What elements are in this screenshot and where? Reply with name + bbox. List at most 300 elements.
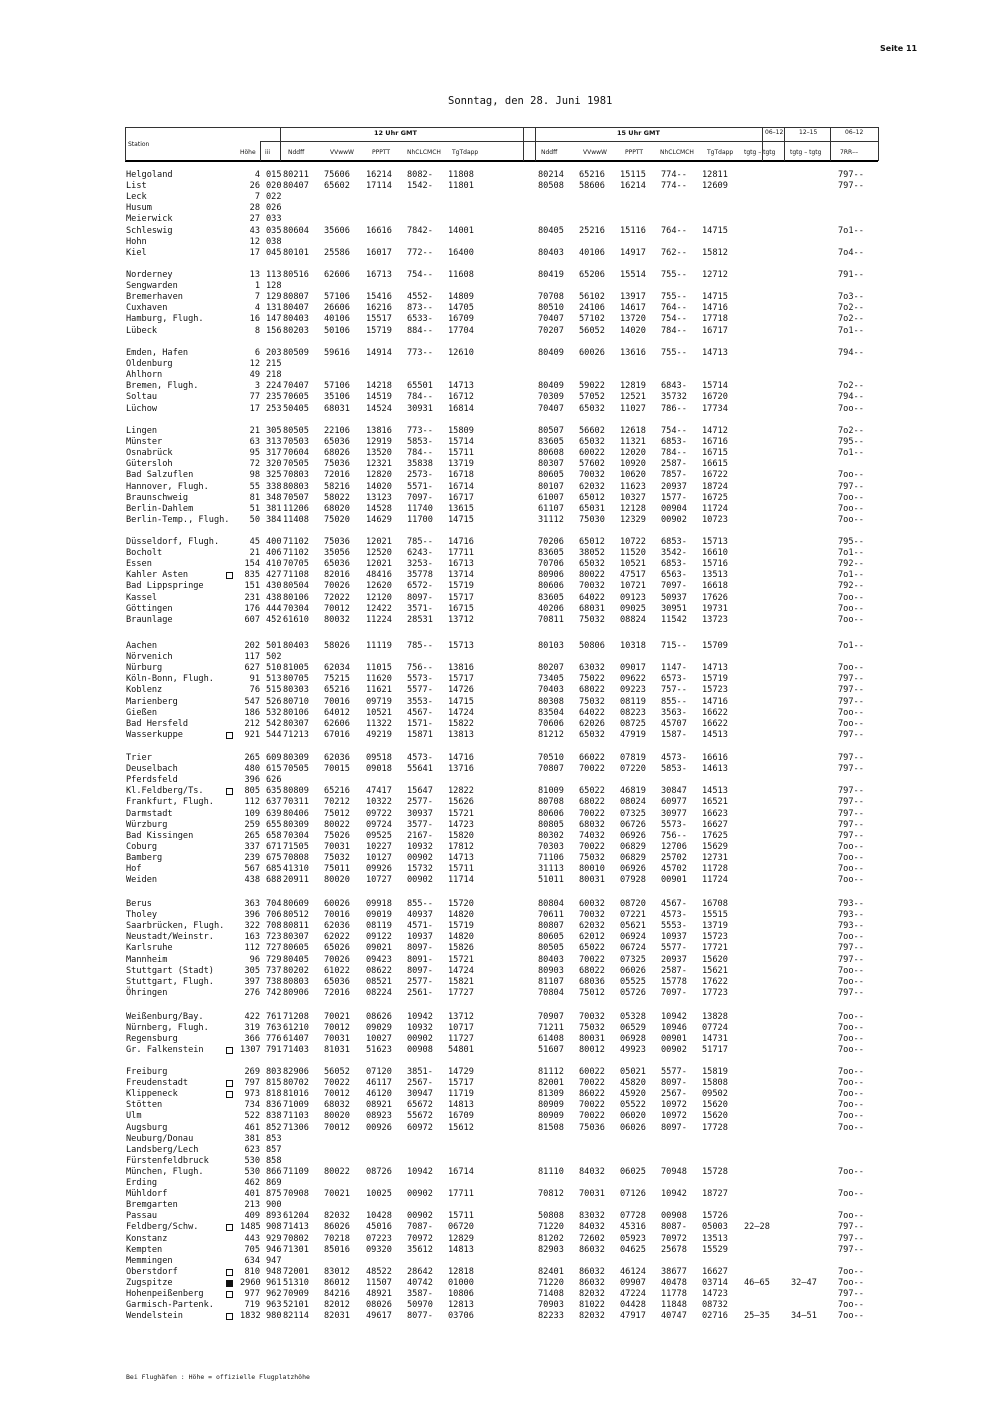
obs-12-value: 80403 — [283, 314, 309, 324]
obs-12-value: 14813 — [448, 1100, 474, 1110]
station-name: Weißenburg/Bay. — [126, 1012, 204, 1022]
obs-12-value: 70016 — [324, 697, 350, 707]
station-id: 609 — [266, 753, 282, 763]
obs-15-value: 65032 — [579, 404, 605, 414]
obs-15-value: 38052 — [579, 548, 605, 558]
table-row — [0, 697, 1000, 708]
obs-12-value: 62606 — [324, 270, 350, 280]
obs-12-value: 10942 — [407, 1167, 433, 1177]
extra-value-c: 7o1-- — [838, 326, 864, 336]
obs-15-value: 12811 — [702, 170, 728, 180]
table-row — [0, 1078, 1000, 1089]
obs-12-value: 11507 — [366, 1278, 392, 1288]
station-name: Oldenburg — [126, 359, 173, 369]
obs-15-value: 11724 — [702, 504, 728, 514]
obs-12-value: 4573- — [407, 753, 433, 763]
obs-12-value: 70021 — [324, 1189, 350, 1199]
station-id: 215 — [266, 359, 282, 369]
obs-12-value: 45016 — [366, 1222, 392, 1232]
obs-15-value: 13513 — [702, 1234, 728, 1244]
obs-12-value: 6572- — [407, 581, 433, 591]
obs-15-value: 05522 — [620, 1100, 646, 1110]
table-row — [0, 730, 1000, 741]
table-row — [0, 482, 1000, 493]
obs-15-value: 38677 — [661, 1267, 687, 1277]
table-row — [0, 809, 1000, 820]
station-height: 117 — [244, 652, 260, 662]
obs-15-value: 10521 — [620, 559, 646, 569]
obs-15-value: 06926 — [620, 831, 646, 841]
station-height: 239 — [244, 853, 260, 863]
obs-15-value: 80605 — [538, 470, 564, 480]
station-height: 1832 — [240, 1311, 261, 1321]
extra-value-c: 7oo-- — [838, 1023, 864, 1033]
obs-15-value: 757-- — [661, 685, 687, 695]
obs-12-value: 30931 — [407, 404, 433, 414]
obs-15-value: 70032 — [579, 910, 605, 920]
obs-12-value: 16718 — [448, 470, 474, 480]
station-name: Coburg — [126, 842, 158, 852]
station-id: 381 — [266, 504, 282, 514]
extra-value-c: 7oo-- — [838, 1167, 864, 1177]
station-id: 410 — [266, 559, 282, 569]
obs-15-value: 08824 — [620, 615, 646, 625]
obs-15-value: 80214 — [538, 170, 564, 180]
obs-12-value: 3577- — [407, 820, 433, 830]
obs-12-value: 35106 — [324, 392, 350, 402]
obs-12-value: 13816 — [448, 663, 474, 673]
obs-12-value: 13813 — [448, 730, 474, 740]
obs-12-value: 61210 — [283, 1023, 309, 1033]
page-title: Sonntag, den 28. Juni 1981 — [448, 95, 613, 107]
extra-value-c: 7oo-- — [838, 1078, 864, 1088]
station-height: 27 — [249, 214, 260, 224]
station-height: 810 — [244, 1267, 260, 1277]
station-name: Köln-Bonn, Flugh. — [126, 674, 214, 684]
obs-12-value: 784-- — [407, 392, 433, 402]
extra-value-c: 797-- — [838, 809, 864, 819]
extra-value-c: 7oo-- — [838, 1067, 864, 1077]
station-id: 203 — [266, 348, 282, 358]
obs-12-value: 16714 — [448, 1167, 474, 1177]
obs-15-value: 81110 — [538, 1167, 564, 1177]
obs-15-value: 06026 — [620, 966, 646, 976]
obs-15-value: 17626 — [702, 593, 728, 603]
table-row — [0, 537, 1000, 548]
obs-15-value: 70403 — [538, 685, 564, 695]
station-id: 776 — [266, 1034, 282, 1044]
obs-15-value: 10721 — [620, 581, 646, 591]
station-name: Marienberg — [126, 697, 178, 707]
station-name: Gr. Falkenstein — [126, 1045, 204, 1055]
station-height: 337 — [244, 842, 260, 852]
obs-15-value: 14715 — [702, 292, 728, 302]
obs-15-value: 17625 — [702, 831, 728, 841]
obs-12-value: 10521 — [366, 708, 392, 718]
station-height: 151 — [244, 581, 260, 591]
obs-12-value: 15717 — [448, 593, 474, 603]
table-row — [0, 753, 1000, 764]
obs-15-value: 14716 — [702, 697, 728, 707]
station-height: 91 — [249, 674, 260, 684]
obs-15-value: 30847 — [661, 786, 687, 796]
station-name: Stötten — [126, 1100, 163, 1110]
obs-15-value: 31113 — [538, 864, 564, 874]
obs-12-value: 80022 — [324, 1167, 350, 1177]
obs-15-value: 60022 — [579, 1067, 605, 1077]
extra-value-c: 797-- — [838, 764, 864, 774]
station-id: 723 — [266, 932, 282, 942]
obs-12-value: 10027 — [366, 1034, 392, 1044]
obs-15-value: 65216 — [579, 170, 605, 180]
obs-15-value: 81112 — [538, 1067, 564, 1077]
station-height: 6 — [254, 348, 260, 358]
station-height: 112 — [244, 943, 260, 953]
station-height: 522 — [244, 1111, 260, 1121]
station-name: Trier — [126, 753, 152, 763]
station-name: Lingen — [126, 426, 158, 436]
station-name: Kahler Asten — [126, 570, 189, 580]
obs-12-value: 80604 — [283, 226, 309, 236]
table-row — [0, 170, 1000, 181]
obs-15-value: 84032 — [579, 1167, 605, 1177]
obs-15-value: 774-- — [661, 181, 687, 191]
obs-15-value: 08720 — [620, 899, 646, 909]
obs-12-value: 54801 — [448, 1045, 474, 1055]
obs-15-value: 15620 — [702, 955, 728, 965]
table-row — [0, 1167, 1000, 1178]
obs-15-value: 15723 — [702, 685, 728, 695]
obs-15-value: 00904 — [661, 504, 687, 514]
obs-15-value: 755-- — [661, 348, 687, 358]
station-name: Bremgarten — [126, 1200, 178, 1210]
extra-value-c: 7oo-- — [838, 470, 864, 480]
header-extra-bottom: 7RR–– — [840, 149, 859, 156]
station-name: Bamberg — [126, 853, 163, 863]
obs-15-value: 40747 — [661, 1311, 687, 1321]
obs-15-value: 12731 — [702, 853, 728, 863]
obs-12-value: 40937 — [407, 910, 433, 920]
station-name: Feldberg/Schw. — [126, 1222, 199, 1232]
table-row — [0, 470, 1000, 481]
obs-12-value: 81016 — [283, 1089, 309, 1099]
station-id: 218 — [266, 370, 282, 380]
obs-15-value: 07325 — [620, 809, 646, 819]
obs-15-value: 81202 — [538, 1234, 564, 1244]
station-id: 015 — [266, 170, 282, 180]
station-id: 253 — [266, 404, 282, 414]
station-id: 761 — [266, 1012, 282, 1022]
station-name: Konstanz — [126, 1234, 168, 1244]
station-height: 547 — [244, 697, 260, 707]
station-name: Kassel — [126, 593, 158, 603]
station-height: 16 — [249, 314, 260, 324]
obs-12-value: 65036 — [324, 977, 350, 987]
obs-12-value: 08622 — [366, 966, 392, 976]
obs-15-value: 07819 — [620, 753, 646, 763]
obs-12-value: 75036 — [324, 537, 350, 547]
obs-12-value: 2167- — [407, 831, 433, 841]
station-name: Zugspitze — [126, 1278, 173, 1288]
obs-12-value: 70031 — [324, 1034, 350, 1044]
station-marker-icon — [226, 1313, 233, 1320]
station-name: Darmstadt — [126, 809, 173, 819]
station-name: Nörvenich — [126, 652, 173, 662]
obs-12-value: 81005 — [283, 663, 309, 673]
obs-12-value: 75036 — [324, 459, 350, 469]
obs-15-value: 80405 — [538, 226, 564, 236]
table-row — [0, 842, 1000, 853]
obs-12-value: 65216 — [324, 786, 350, 796]
obs-12-value: 61204 — [283, 1211, 309, 1221]
table-row — [0, 864, 1000, 875]
obs-15-value: 80409 — [538, 348, 564, 358]
obs-12-value: 47417 — [366, 786, 392, 796]
table-row — [0, 674, 1000, 685]
obs-12-value: 15719 — [448, 581, 474, 591]
obs-15-value: 64022 — [579, 593, 605, 603]
obs-12-value: 68031 — [324, 404, 350, 414]
extra-value-c: 7o1-- — [838, 570, 864, 580]
obs-12-value: 10937 — [407, 932, 433, 942]
obs-12-value: 11808 — [448, 170, 474, 180]
obs-15-value: 70948 — [661, 1167, 687, 1177]
station-height: 269 — [244, 1067, 260, 1077]
extra-value-c: 7oo-- — [838, 1034, 864, 1044]
table-row — [0, 652, 1000, 663]
station-height: 7 — [254, 192, 260, 202]
station-name: Bocholt — [126, 548, 163, 558]
obs-12-value: 80609 — [283, 899, 309, 909]
station-height: 63 — [249, 437, 260, 447]
obs-12-value: 86012 — [324, 1278, 350, 1288]
obs-12-value: 70026 — [324, 581, 350, 591]
obs-12-value: 06720 — [448, 1222, 474, 1232]
station-id: 815 — [266, 1078, 282, 1088]
obs-12-value: 10727 — [366, 875, 392, 885]
obs-15-value: 80031 — [579, 875, 605, 885]
obs-12-value: 13615 — [448, 504, 474, 514]
obs-15-value: 30951 — [661, 604, 687, 614]
station-height: 112 — [244, 797, 260, 807]
station-id: 444 — [266, 604, 282, 614]
obs-15-value: 47917 — [620, 1311, 646, 1321]
obs-15-value: 80804 — [538, 899, 564, 909]
table-row — [0, 226, 1000, 237]
obs-12-value: 08224 — [366, 988, 392, 998]
obs-12-value: 70505 — [283, 764, 309, 774]
obs-15-value: 70972 — [661, 1234, 687, 1244]
obs-12-value: 80702 — [283, 1078, 309, 1088]
obs-15-value: 35732 — [661, 392, 687, 402]
obs-15-value: 13723 — [702, 615, 728, 625]
obs-15-value: 68022 — [579, 685, 605, 695]
obs-12-value: 2567- — [407, 1078, 433, 1088]
station-name: Lüchow — [126, 404, 158, 414]
obs-15-value: 46124 — [620, 1267, 646, 1277]
table-row — [0, 437, 1000, 448]
obs-12-value: 13716 — [448, 764, 474, 774]
station-name: Gütersloh — [126, 459, 173, 469]
obs-12-value: 72001 — [283, 1267, 309, 1277]
extra-value-c: 7oo-- — [838, 593, 864, 603]
obs-15-value: 65022 — [579, 943, 605, 953]
table-row — [0, 1156, 1000, 1167]
obs-12-value: 70212 — [324, 797, 350, 807]
station-name: Karlsruhe — [126, 943, 173, 953]
obs-15-value: 81508 — [538, 1123, 564, 1133]
table-row — [0, 581, 1000, 592]
station-name: Helgoland — [126, 170, 173, 180]
obs-12-value: 17704 — [448, 326, 474, 336]
obs-12-value: 11206 — [283, 504, 309, 514]
obs-15-value: 75032 — [579, 697, 605, 707]
station-height: 438 — [244, 875, 260, 885]
obs-12-value: 57106 — [324, 381, 350, 391]
obs-15-value: 15778 — [661, 977, 687, 987]
station-name: Mannheim — [126, 955, 168, 965]
table-row — [0, 1189, 1000, 1200]
station-name: Landsberg/Lech — [126, 1145, 199, 1155]
obs-12-value: 14001 — [448, 226, 474, 236]
obs-15-value: 24106 — [579, 303, 605, 313]
obs-15-value: 10723 — [702, 515, 728, 525]
obs-12-value: 61610 — [283, 615, 309, 625]
obs-15-value: 764-- — [661, 226, 687, 236]
station-id: 430 — [266, 581, 282, 591]
station-name: Braunschweig — [126, 493, 189, 503]
obs-15-value: 70907 — [538, 1012, 564, 1022]
obs-15-value: 80605 — [538, 932, 564, 942]
obs-15-value: 86032 — [579, 1245, 605, 1255]
extra-value-b: 34–51 — [791, 1311, 817, 1321]
station-name: Augsburg — [126, 1123, 168, 1133]
extra-value-c: 7oo-- — [838, 404, 864, 414]
obs-15-value: 57102 — [579, 314, 605, 324]
obs-15-value: 84032 — [579, 1222, 605, 1232]
station-id: 946 — [266, 1245, 282, 1255]
station-name: Ahlhorn — [126, 370, 163, 380]
obs-12-value: 15517 — [366, 314, 392, 324]
obs-12-value: 14629 — [366, 515, 392, 525]
extra-value-c: 7oo-- — [838, 977, 864, 987]
table-row — [0, 303, 1000, 314]
obs-12-value: 16400 — [448, 248, 474, 258]
obs-15-value: 08732 — [702, 1300, 728, 1310]
header-extra-top: 12–15 — [799, 129, 818, 136]
table-row — [0, 392, 1000, 403]
obs-15-value: 12609 — [702, 181, 728, 191]
station-height: 186 — [244, 708, 260, 718]
extra-value-a: 46–65 — [744, 1278, 770, 1288]
obs-12-value: 15822 — [448, 719, 474, 729]
obs-12-value: 71102 — [283, 548, 309, 558]
obs-15-value: 09123 — [620, 593, 646, 603]
obs-15-value: 86022 — [579, 1089, 605, 1099]
obs-12-value: 70015 — [324, 764, 350, 774]
obs-12-value: 58022 — [324, 493, 350, 503]
station-id: 438 — [266, 593, 282, 603]
obs-12-value: 80309 — [283, 753, 309, 763]
obs-12-value: 75020 — [324, 515, 350, 525]
obs-15-value: 70804 — [538, 988, 564, 998]
obs-15-value: 80508 — [538, 181, 564, 191]
station-name: Gießen — [126, 708, 158, 718]
obs-12-value: 75032 — [324, 853, 350, 863]
obs-15-value: 15819 — [702, 1067, 728, 1077]
obs-15-value: 11542 — [661, 615, 687, 625]
table-row — [0, 853, 1000, 864]
obs-12-value: 65216 — [324, 685, 350, 695]
obs-15-value: 00908 — [661, 1211, 687, 1221]
obs-15-value: 45316 — [620, 1222, 646, 1232]
table-row — [0, 875, 1000, 886]
station-height: 81 — [249, 493, 260, 503]
station-name: Stuttgart (Stadt) — [126, 966, 214, 976]
station-id: 532 — [266, 708, 282, 718]
obs-12-value: 80803 — [283, 977, 309, 987]
obs-12-value: 48416 — [366, 570, 392, 580]
obs-12-value: 14528 — [366, 504, 392, 514]
obs-15-value: 61007 — [538, 493, 564, 503]
obs-12-value: 70507 — [283, 493, 309, 503]
extra-value-c: 7oo-- — [838, 1300, 864, 1310]
station-height: 51 — [249, 504, 260, 514]
obs-12-value: 855-- — [407, 899, 433, 909]
station-name: Freiburg — [126, 1067, 168, 1077]
obs-15-value: 5853- — [661, 764, 687, 774]
obs-12-value: 10806 — [448, 1289, 474, 1299]
obs-12-value: 10942 — [407, 1012, 433, 1022]
extra-value-c: 7o2-- — [838, 314, 864, 324]
station-name: Neustadt/Weinstr. — [126, 932, 214, 942]
obs-12-value: 17711 — [448, 548, 474, 558]
obs-12-value: 15647 — [407, 786, 433, 796]
station-id: 452 — [266, 615, 282, 625]
obs-15-value: 65012 — [579, 493, 605, 503]
obs-12-value: 15719 — [448, 921, 474, 931]
station-height: 26 — [249, 181, 260, 191]
obs-15-value: 15716 — [702, 559, 728, 569]
extra-value-c: 797-- — [838, 170, 864, 180]
station-id: 502 — [266, 652, 282, 662]
extra-value-c: 797-- — [838, 943, 864, 953]
obs-15-value: 18724 — [702, 482, 728, 492]
extra-value-c: 7oo-- — [838, 1089, 864, 1099]
obs-15-value: 715-- — [661, 641, 687, 651]
table-row — [0, 988, 1000, 999]
obs-15-value: 16708 — [702, 899, 728, 909]
station-id: 658 — [266, 831, 282, 841]
station-height: 305 — [244, 966, 260, 976]
obs-15-value: 80606 — [538, 809, 564, 819]
obs-12-value: 82031 — [324, 1311, 350, 1321]
obs-15-value: 11778 — [661, 1289, 687, 1299]
obs-15-value: 06529 — [620, 1023, 646, 1033]
obs-15-value: 18727 — [702, 1189, 728, 1199]
obs-15-value: 10972 — [661, 1100, 687, 1110]
obs-15-value: 40106 — [579, 248, 605, 258]
obs-15-value: 16717 — [702, 326, 728, 336]
obs-15-value: 68022 — [579, 966, 605, 976]
obs-12-value: 6533- — [407, 314, 433, 324]
obs-12-value: 08923 — [366, 1111, 392, 1121]
station-name: Husum — [126, 203, 152, 213]
obs-15-value: 68022 — [579, 797, 605, 807]
station-id: 875 — [266, 1189, 282, 1199]
station-id: 655 — [266, 820, 282, 830]
station-id: 348 — [266, 493, 282, 503]
